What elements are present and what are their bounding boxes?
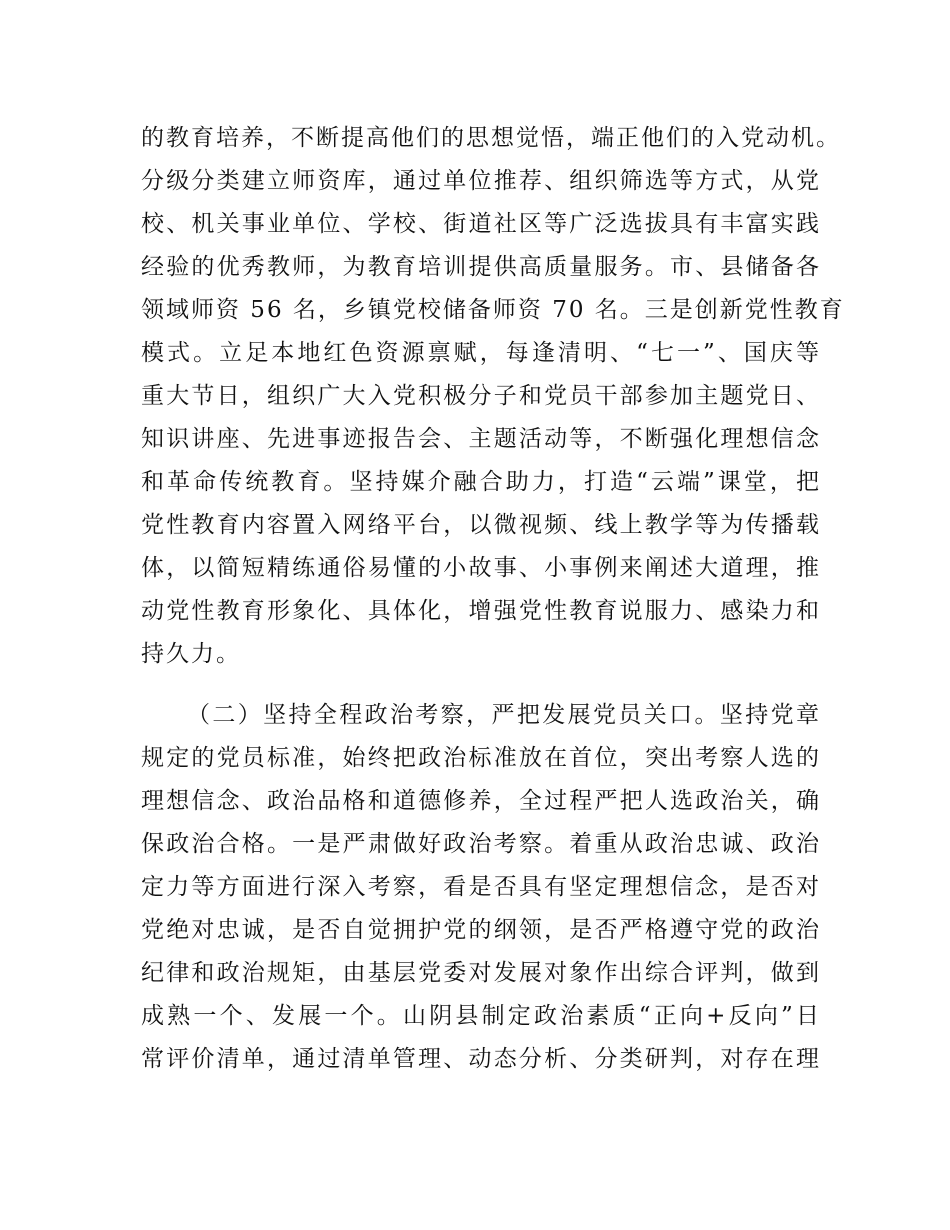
text-line: 党性教育内容置入网络平台，以微视频、线上教学等为传播载 (141, 512, 821, 538)
text-line: 规定的党员标准，始终把政治标准放在首位，突出考察人选的 (141, 745, 821, 771)
text-line: 经验的优秀教师，为教育培训提供高质量服务。市、县储备各 (141, 254, 821, 280)
text-line: 保政治合格。一是严肃做好政治考察。着重从政治忠诚、政治 (141, 831, 821, 857)
text-line: 常评价清单，通过清单管理、动态分析、分类研判，对存在理 (141, 1046, 821, 1072)
text-line: 分级分类建立师资库，通过单位推荐、组织筛选等方式，从党 (141, 168, 821, 194)
paragraph-2 (141, 694, 821, 1081)
text-line: 持久力。 (141, 641, 241, 667)
text-line: 定力等方面进行深入考察，看是否具有坚定理想信念，是否对 (141, 874, 821, 900)
text-line: 成熟一个、发展一个。山阴县制定政治素质“正向+反向”日 (141, 1003, 821, 1029)
text-line: 模式。立足本地红色资源禀赋，每逢清明、“七一”、国庆等 (141, 340, 821, 366)
paragraph-1 (141, 117, 845, 676)
text-line: 理想信念、政治品格和道德修养，全过程严把人选政治关，确 (141, 788, 821, 814)
text-line: 纪律和政治规矩，由基层党委对发展对象作出综合评判，做到 (141, 960, 821, 986)
text-line: 的教育培养，不断提高他们的思想觉悟，端正他们的入党动机。 (141, 125, 841, 151)
text-line: 知识讲座、先进事迹报告会、主题活动等，不断强化理想信念 (141, 426, 821, 452)
text-line-indented: （二）坚持全程政治考察，严把发展党员关口。坚持党章 (187, 702, 821, 728)
text-line: 领域师资 56 名，乡镇党校储备师资 70 名。三是创新党性教育 (141, 297, 845, 323)
text-line: 党绝对忠诚，是否自觉拥护党的纲领，是否严格遵守党的政治 (141, 917, 821, 943)
text-line: 体，以简短精练通俗易懂的小故事、小事例来阐述大道理，推 (141, 555, 821, 581)
text-line: 和革命传统教育。坚持媒介融合助力，打造“云端”课堂，把 (141, 469, 821, 495)
text-line: 重大节日，组织广大入党积极分子和党员干部参加主题党日、 (141, 383, 821, 409)
text-line: 校、机关事业单位、学校、街道社区等广泛选拔具有丰富实践 (141, 211, 821, 237)
text-line: 动党性教育形象化、具体化，增强党性教育说服力、感染力和 (141, 598, 821, 624)
